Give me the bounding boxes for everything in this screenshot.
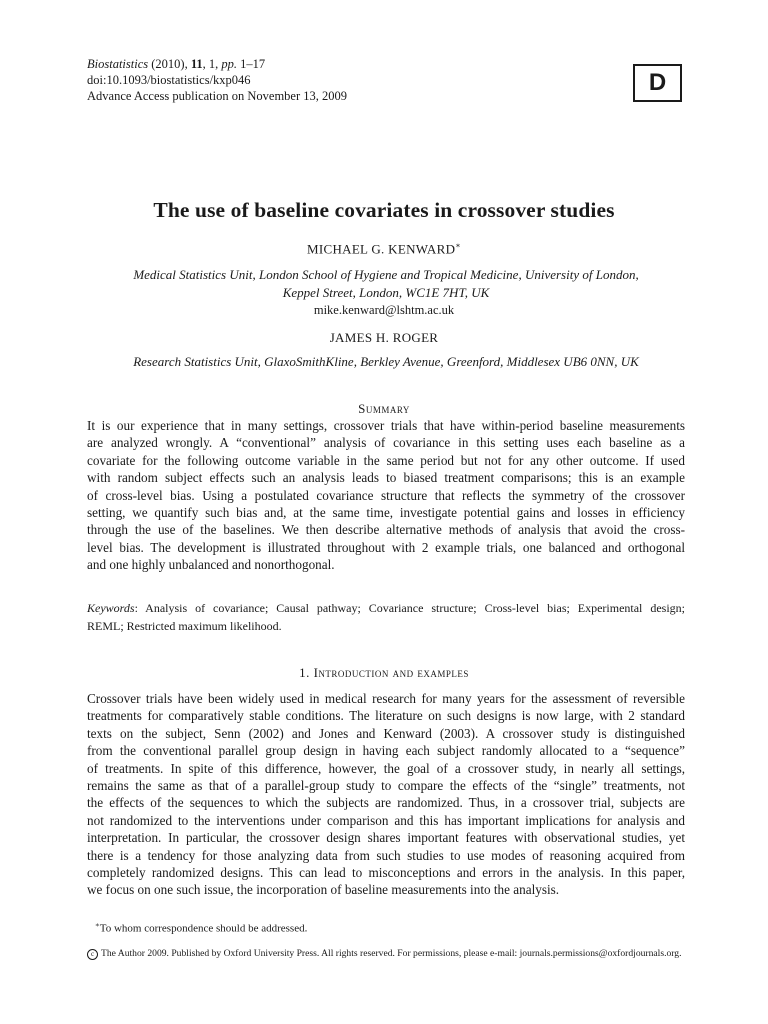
section-title: Introduction and examples <box>313 665 469 680</box>
summary-heading: Summary <box>358 401 410 416</box>
citation-line <box>87 56 347 72</box>
advance-access: Advance Access publication on November 13, 2009 <box>87 89 348 103</box>
pages-label: pp. <box>221 57 238 71</box>
affiliation-line: Keppel Street, London, WC1E 7HT, UK <box>282 285 490 300</box>
summary-line: and one highly unbalanced and nonorthogonal. <box>87 557 335 573</box>
copyright-line <box>87 948 685 960</box>
footnote <box>95 921 307 935</box>
summary-line: with random subject effects such an analysis leads to biased treatment comparisons; this is an example <box>87 470 685 486</box>
paper-title: The use of baseline covariates in crossover studies <box>153 198 615 222</box>
pages-range: 1–17 <box>240 57 266 71</box>
citation-header <box>87 56 347 104</box>
summary-line: of cross-level bias. Using a postulated covariance structure that reflects the symmetry of the crossover <box>87 487 685 503</box>
intro-line: completely randomized designs. This can lead to misconceptions and errors in the analysis. In this paper, <box>87 865 685 881</box>
journal-logo-box <box>633 64 682 102</box>
intro-line: treatments for comparatively stable conditions. The literature on such designs is now large, with 2 standard <box>87 708 685 724</box>
author-name-1 <box>0 241 768 257</box>
affiliation-2 <box>87 353 685 371</box>
intro-line: not randomized to the interventions under comparison and this has important implications for analysis and <box>87 812 685 828</box>
copyright-icon: c <box>87 949 98 960</box>
section-1-heading <box>0 665 768 681</box>
journal-logo-letter: D <box>648 69 667 96</box>
summary-line: covariate for the following outcome variable in the same period but not for any other outcome. If used <box>87 452 685 468</box>
summary-line: It is our experience that in many settings, crossover trials that have within-period baseline measurements <box>87 418 685 433</box>
intro-line: remains the same as that of a parallel-group study to compare the effects of the “single” treatments, not <box>87 778 685 794</box>
intro-line: of treatments. In spite of this difference, however, the goal of a crossover study, in nearly all settings, <box>87 760 685 776</box>
footnote-marker: ∗ <box>95 921 100 929</box>
intro-line: we focus on one such issue, the incorporation of baseline measurements into the analysis. <box>87 882 560 898</box>
affiliation-1 <box>87 266 685 302</box>
keywords-line: REML; Restricted maximum likelihood. <box>87 619 282 633</box>
corresponding-marker: ∗ <box>455 241 462 250</box>
intro-line: Crossover trials have been widely used in medical research for many years for the assessment of reversible <box>87 691 685 706</box>
keywords-line <box>87 599 685 617</box>
journal-issue: , 1, <box>202 57 219 71</box>
keywords-list: : Analysis of covariance; Causal pathway; Covariance structure; Cross-level bias; Experimental design; <box>134 601 685 615</box>
summary-paragraph <box>87 417 685 574</box>
intro-line: texts on the subject, Senn (2002) and Jones and Kenward (2003). A crossover study is distinguished <box>87 725 685 741</box>
journal-year: (2010), <box>151 57 188 71</box>
author-name: JAMES H. ROGER <box>329 330 439 345</box>
section-number: 1. <box>299 665 310 680</box>
introduction-paragraph <box>87 690 685 899</box>
footnote-text: To whom correspondence should be addressed. <box>99 922 308 935</box>
keywords-block <box>87 599 685 635</box>
summary-line: are analyzed wrongly. A “conventional” analysis of covariance in this setting uses each baseline as a <box>87 435 685 451</box>
intro-line: from the conventional parallel group design in having each subject randomly allocated to a “sequence” <box>87 743 685 759</box>
author-name: MICHAEL G. KENWARD <box>306 241 456 257</box>
journal-volume: 11 <box>190 57 203 71</box>
author-email-1[interactable]: mike.kenward@lshtm.ac.uk <box>313 303 455 317</box>
intro-line: there is a tendency for those analyzing data from such studies to use modes of reasoning acquired from <box>87 847 685 863</box>
summary-line: level bias. The development is illustrated throughout with 2 example trials, one balanced and orthogonal <box>87 539 685 555</box>
intro-line: the effects of the sequences to which the subjects are randomized. Thus, in a crossover trial, subjects are <box>87 795 685 811</box>
author-name-2 <box>0 330 768 346</box>
intro-line: interpretation. In particular, the crossover design shares important features with observational studies, yet <box>87 830 685 846</box>
doi: doi:10.1093/biostatistics/kxp046 <box>87 73 251 87</box>
summary-line: through the use of the baselines. We then describe alternative methods of analysis that avoid the cross- <box>87 522 685 538</box>
keywords-label: Keywords <box>87 601 135 615</box>
journal-name: Biostatistics <box>87 57 149 71</box>
summary-line: setting, we quantify such bias and, at the same time, investigate potential gains and losses in efficiency <box>87 505 685 521</box>
affiliation-line: Research Statistics Unit, GlaxoSmithKline, Berkley Avenue, Greenford, Middlesex UB6 0NN, UK <box>133 354 639 369</box>
affiliation-line: Medical Statistics Unit, London School of Hygiene and Tropical Medicine, University of London, <box>133 267 639 282</box>
copyright-text: The Author 2009. Published by Oxford University Press. All rights reserved. For permissions, please e-mail: journals.permissions@oxfordjournals.org. <box>101 948 682 959</box>
